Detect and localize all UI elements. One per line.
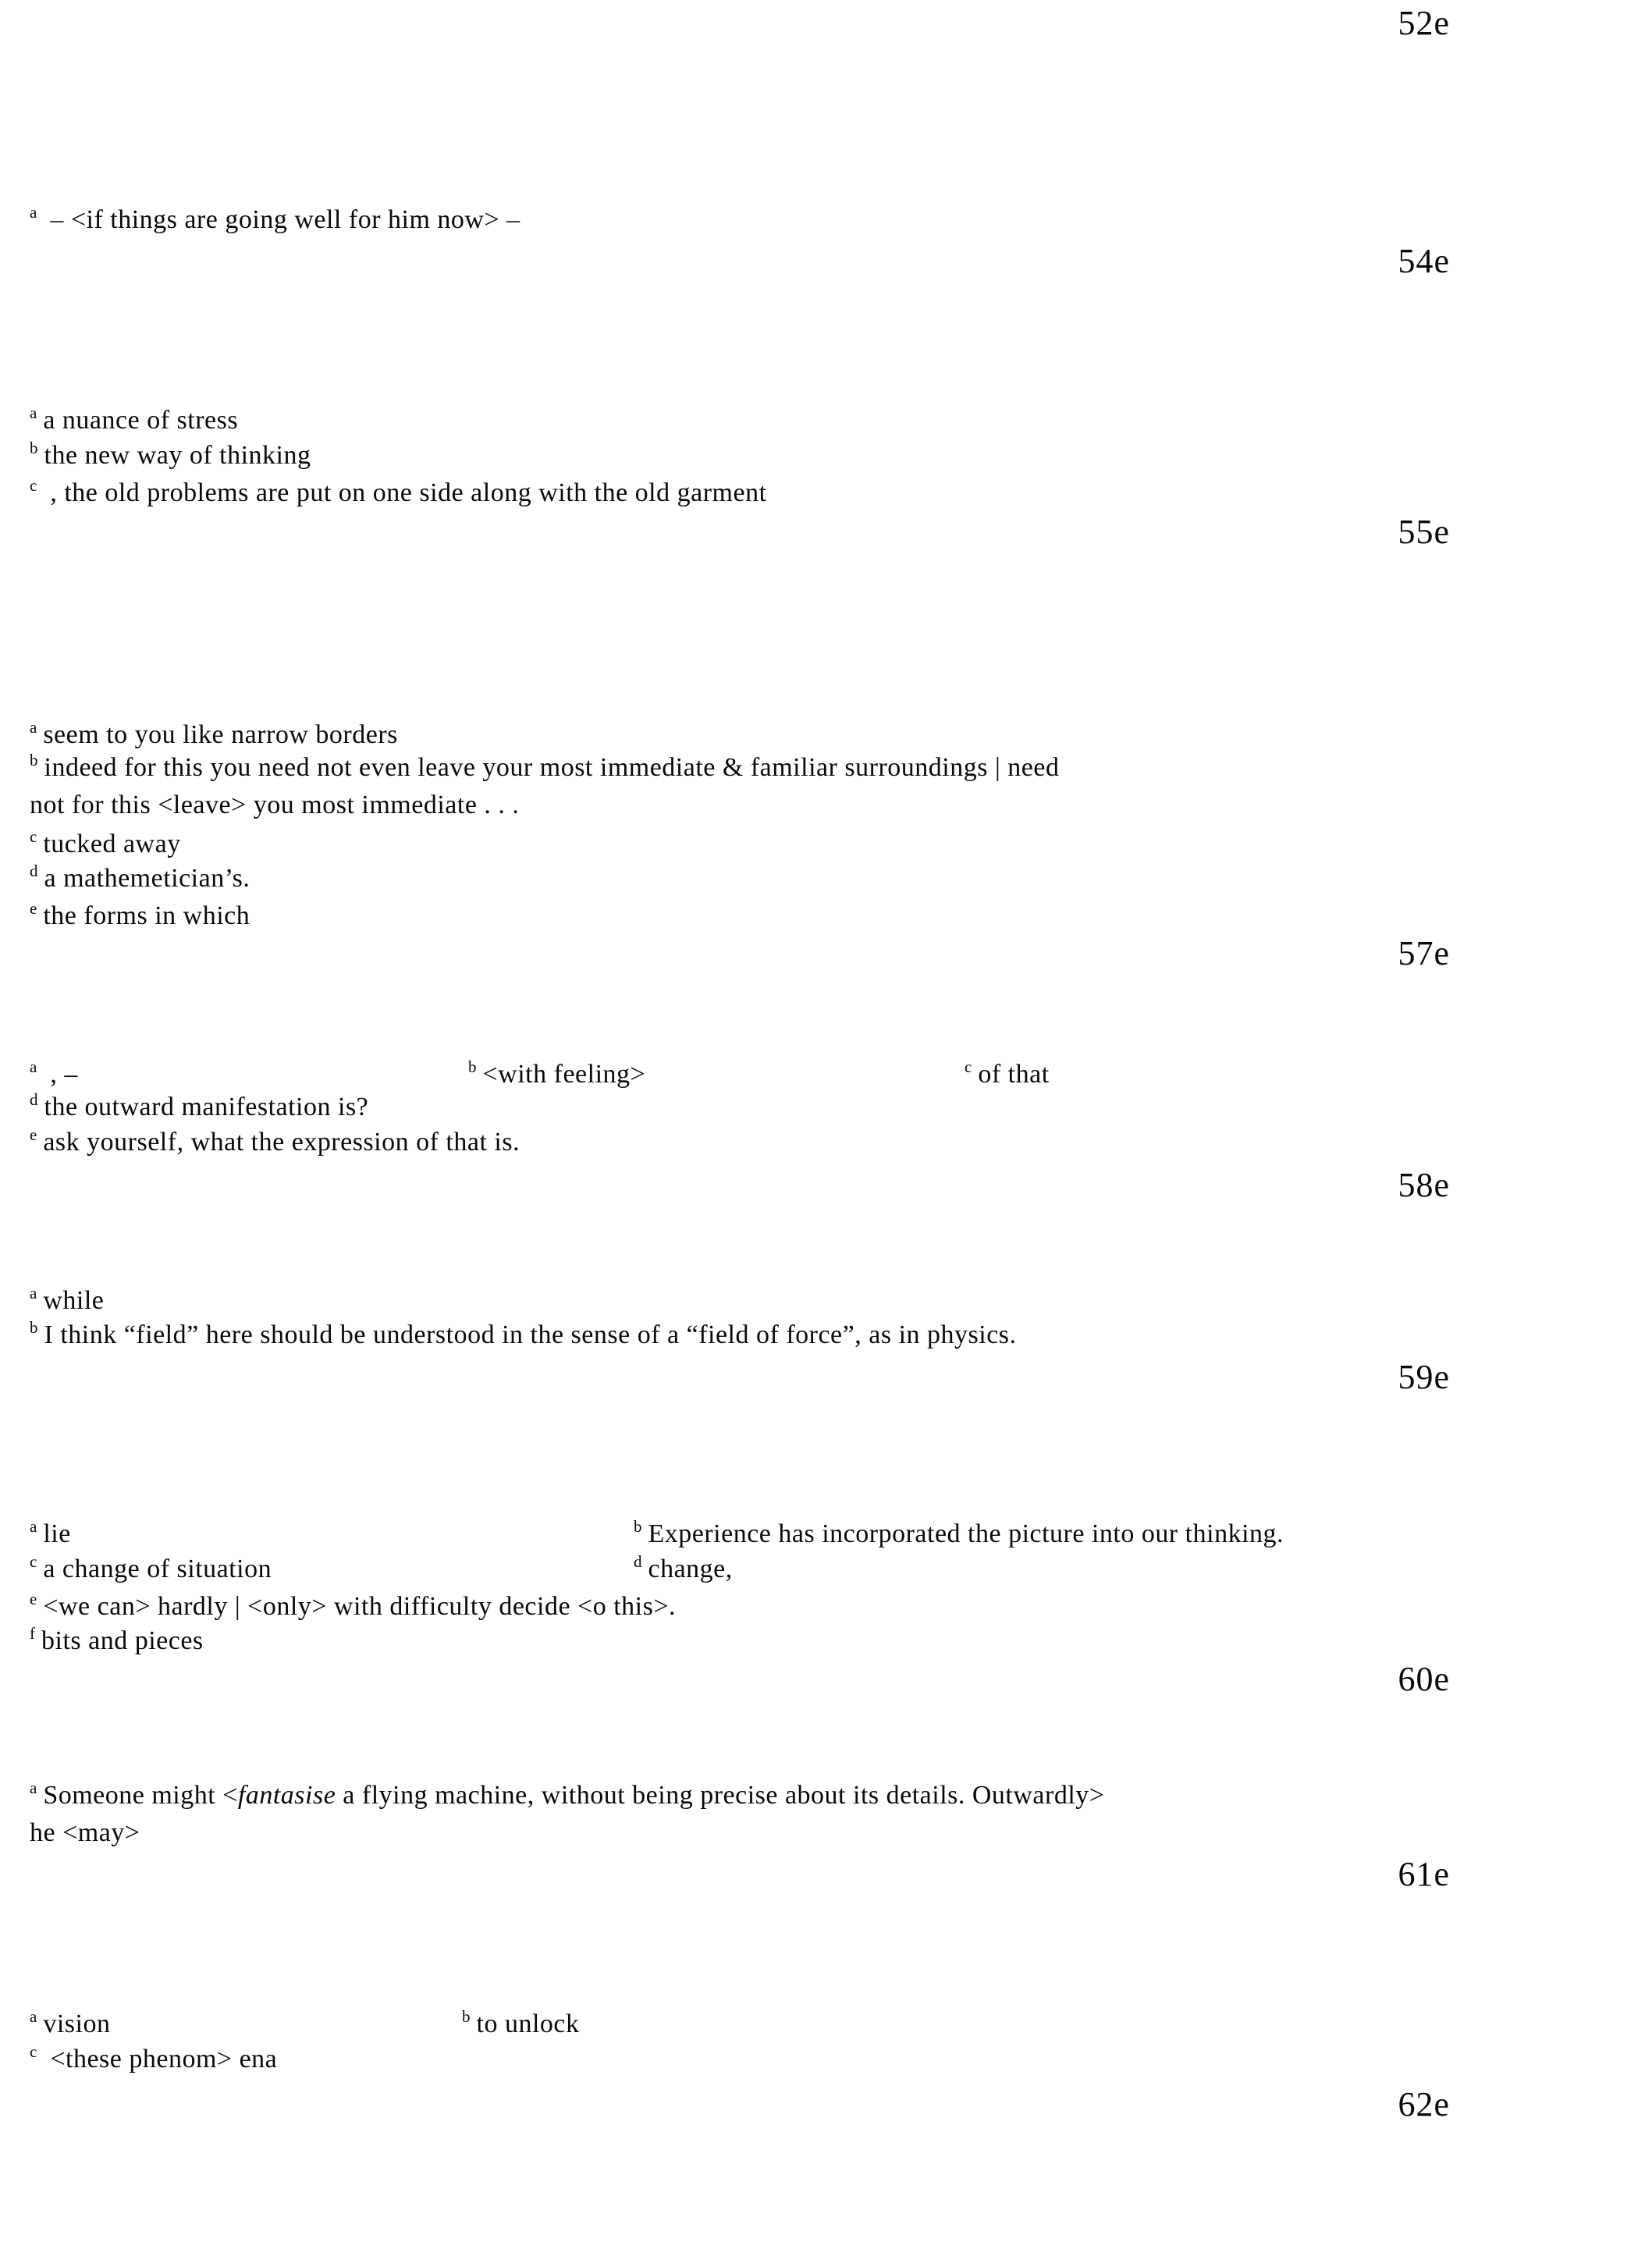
footnote-line — [30, 751, 1605, 782]
footnote-marker: b — [634, 1517, 642, 1536]
footnote-marker: c — [30, 2042, 37, 2061]
footnote-text: Experience has incorporated the picture into our thinking. — [648, 1519, 1284, 1548]
footnote-line — [30, 439, 1605, 470]
footnote-text: <these phenom> ena — [43, 2045, 278, 2073]
footnote-marker: c — [30, 476, 37, 495]
footnote-text: lie — [43, 1519, 71, 1548]
footnote-text: a flying machine, without being precise about its details. Outwardly> — [336, 1781, 1105, 1810]
footnote-text: vision — [43, 2009, 111, 2038]
footnote-line — [30, 403, 1605, 435]
footnote-marker: c — [965, 1057, 972, 1076]
footnote-marker: c — [30, 1552, 37, 1571]
page-number: 61e — [1398, 1855, 1450, 1893]
footnote-marker: d — [30, 1090, 38, 1109]
footnote-marker: b — [30, 439, 38, 457]
footnote-text: a change of situation — [43, 1555, 272, 1583]
footnote-text: – <if things are going well for him now> – — [43, 205, 520, 234]
footnote-line — [30, 1820, 1605, 1846]
footnote-line — [30, 1125, 1605, 1157]
footnote-marker: a — [30, 718, 37, 737]
footnote-marker: a — [30, 403, 37, 422]
footnote-text: change, — [648, 1555, 733, 1583]
footnote-line — [30, 1284, 1605, 1315]
footnote-line — [30, 1552, 1605, 1583]
footnote-marker: a — [30, 1057, 37, 1076]
footnote-text: not for this <leave> you most immediate . . . — [30, 791, 520, 819]
footnote-marker: e — [30, 1125, 37, 1144]
footnote-marker: a — [30, 1284, 37, 1302]
footnote-line — [30, 862, 1605, 893]
footnote-text: ask yourself, what the expression of that is. — [43, 1128, 520, 1157]
footnote-marker: b — [30, 1318, 38, 1337]
footnote-text: Someone might < — [43, 1781, 238, 1810]
footnote-segment — [634, 1517, 1284, 1548]
footnote-text: the new way of thinking — [44, 441, 311, 470]
footnote-text: bits and pieces — [41, 1626, 204, 1655]
footnote-line — [30, 203, 1605, 234]
footnote-segment — [634, 1552, 733, 1583]
footnote-text: while — [43, 1286, 105, 1315]
footnote-marker: c — [30, 827, 37, 846]
page-number: 60e — [1398, 1660, 1450, 1698]
footnote-line — [30, 1517, 1605, 1548]
footnote-line — [30, 1590, 1605, 1621]
footnote-marker: a — [30, 1779, 37, 1797]
footnote-segment — [965, 1057, 1050, 1089]
footnote-line — [30, 2042, 1605, 2073]
footnote-text: seem to you like narrow borders — [43, 720, 398, 749]
footnote-line — [30, 792, 1605, 819]
footnote-text: the forms in which — [43, 901, 250, 930]
footnote-line — [30, 899, 1605, 930]
footnote-segment — [468, 1057, 646, 1089]
page-number: 57e — [1398, 934, 1450, 972]
footnote-marker: e — [30, 899, 37, 918]
footnote-marker: a — [30, 203, 37, 222]
page-number: 55e — [1398, 513, 1450, 551]
footnote-text: indeed for this you need not even leave your most immediate & familiar surroundings | need — [44, 753, 1060, 782]
footnote-marker: b — [462, 2007, 471, 2026]
footnote-line — [30, 1318, 1605, 1349]
footnote-text: I think “field” here should be understood in the sense of a “field of force”, as in physics. — [44, 1320, 1017, 1349]
footnote-text: he <may> — [30, 1818, 140, 1847]
footnote-marker: d — [634, 1552, 642, 1571]
footnote-marker: f — [30, 1624, 35, 1643]
footnote-text: <with feeling> — [482, 1060, 646, 1089]
footnote-line — [30, 1090, 1605, 1121]
footnote-line — [30, 1624, 1605, 1655]
footnote-marker: a — [30, 2007, 37, 2026]
footnote-text: to unlock — [476, 2009, 580, 2038]
page-number: 62e — [1398, 2085, 1450, 2123]
page-number: 59e — [1398, 1358, 1450, 1396]
footnote-marker: d — [30, 862, 38, 880]
footnote-line — [30, 2007, 1605, 2038]
page-number: 58e — [1398, 1166, 1450, 1204]
footnote-text: of that — [978, 1060, 1050, 1089]
footnote-marker: b — [30, 751, 38, 769]
footnote-line — [30, 718, 1605, 749]
footnote-line — [30, 1057, 1605, 1089]
footnote-text: the outward manifestation is? — [44, 1093, 369, 1121]
page-number: 54e — [1398, 242, 1450, 280]
footnote-line — [30, 827, 1605, 858]
footnote-text: , the old problems are put on one side along with the old garment — [43, 478, 767, 507]
footnote-line — [30, 1779, 1605, 1810]
footnote-text: , – — [43, 1060, 78, 1089]
footnote-marker: a — [30, 1517, 37, 1536]
footnote-text: tucked away — [43, 830, 181, 858]
footnote-text: a mathemetician’s. — [44, 864, 250, 893]
footnote-text: fantasise — [237, 1781, 336, 1810]
footnote-segment — [462, 2007, 580, 2038]
footnote-marker: e — [30, 1590, 37, 1608]
page-number: 52e — [1398, 4, 1450, 42]
footnote-marker: b — [468, 1057, 477, 1076]
footnote-text: a nuance of stress — [43, 406, 239, 435]
footnote-text: <we can> hardly | <only> with difficulty decide <o this>. — [43, 1592, 677, 1621]
footnote-line — [30, 476, 1605, 507]
